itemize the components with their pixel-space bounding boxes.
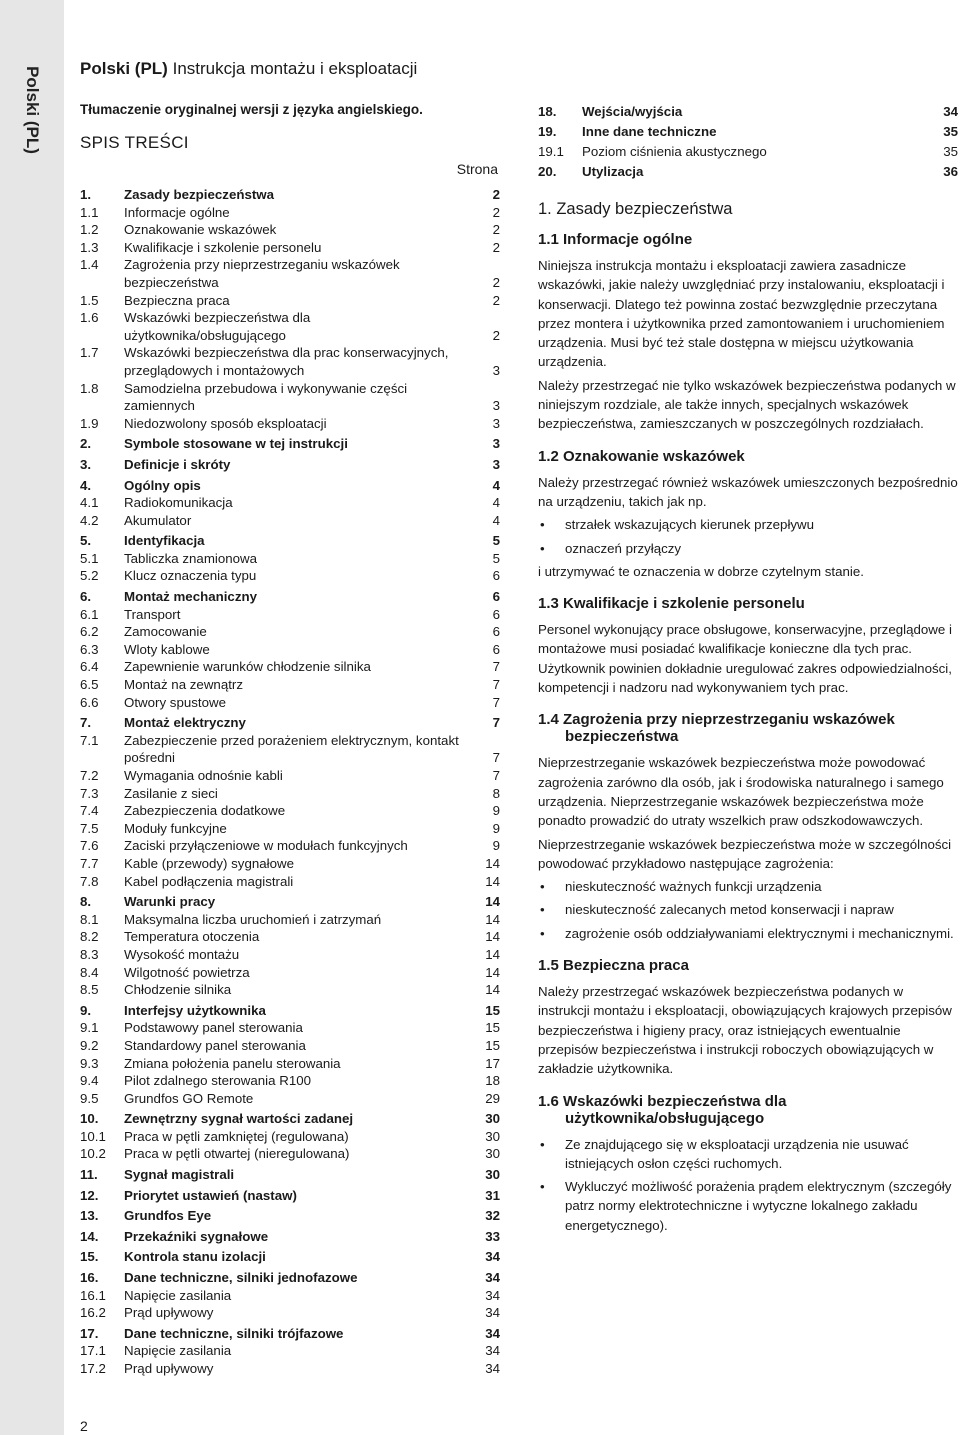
- toc-entry-page: 18: [485, 1073, 500, 1089]
- toc-entry-page: 7: [492, 659, 500, 675]
- toc-entry-number: 7.3: [80, 785, 99, 801]
- toc-entry-number: 7.: [80, 715, 92, 731]
- toc-entry-number: 1.5: [80, 292, 99, 308]
- toc-entry-number: 7.5: [80, 820, 99, 836]
- toc-entry-page: 30: [485, 1146, 500, 1162]
- document-title-rest: Instrukcja montażu i eksploatacji: [172, 59, 418, 78]
- bullet-list: [538, 877, 958, 943]
- toc-entry-page: 34: [485, 1343, 500, 1359]
- toc-entry-page: 7: [492, 677, 500, 693]
- toc-entry-page: 34: [485, 1287, 500, 1303]
- toc-entry: [80, 1287, 500, 1305]
- language-side-tab: [0, 0, 64, 1435]
- toc-entry-page: 5: [492, 533, 500, 549]
- toc-entry: [80, 1304, 500, 1322]
- toc-entry: [80, 893, 500, 911]
- toc-entry-title: Wysokość montażu: [124, 946, 240, 962]
- section-1-1-heading: 1.1 Informacje ogólne: [538, 231, 693, 248]
- paragraph: Personel wykonujący prace obsługowe, konserwacyjne, przeglądowe i montażowe musi posiadać kwalifikacje konieczne dla tych prac. Użytkownik powinien dokładnie uregulować zakres odpowiedzialności, kompetencji i nadzoru nad wykonywaniem tych prac.: [538, 622, 952, 696]
- toc-entry-page: 15: [485, 1020, 500, 1036]
- toc-entry-number: 4.2: [80, 512, 99, 528]
- toc-entry-title: Informacje ogólne: [124, 204, 230, 220]
- toc-entry: [80, 658, 500, 676]
- toc-entry-number: 1.4: [80, 257, 99, 273]
- toc-entry-page: 14: [485, 982, 500, 998]
- toc-entry-number: 1.6: [80, 310, 99, 326]
- paragraph: i utrzymywać te oznaczenia w dobrze czytelnym stanie.: [538, 563, 864, 579]
- toc-entry-title: Sygnał magistrali: [124, 1167, 235, 1183]
- toc-entry: [538, 102, 958, 122]
- toc-entry: [80, 676, 500, 694]
- toc-entry-number: 1.7: [80, 345, 99, 361]
- toc-entry: [80, 456, 500, 474]
- toc-entry-number: 8.5: [80, 982, 99, 998]
- toc-entry-title: Chłodzenie silnika: [124, 982, 232, 998]
- toc-entry-page: 2: [492, 239, 500, 255]
- toc-entry-page: 14: [485, 929, 500, 945]
- toc-entry-page: 7: [492, 768, 500, 783]
- toc-entry-number: 6.5: [80, 677, 99, 693]
- toc-entry-title: Wilgotność powietrza: [124, 964, 250, 980]
- toc-entry-title: Montaż na zewnątrz: [124, 677, 243, 693]
- toc-entry-page: 35: [943, 144, 958, 159]
- toc-entry-number: 10.1: [80, 1128, 106, 1144]
- toc-title: SPIS TREŚCI: [80, 133, 189, 152]
- toc-entry: [80, 785, 500, 803]
- document-title-language: Polski (PL): [80, 59, 168, 78]
- toc-entry: [80, 239, 500, 257]
- toc-entry-number: 6.: [80, 589, 92, 605]
- toc-entry: [80, 477, 500, 495]
- toc-entry-page: 6: [492, 589, 500, 605]
- toc-entry-number: 6.6: [80, 694, 99, 710]
- toc-entry-page: 15: [485, 1037, 500, 1053]
- toc-entry: [80, 1325, 500, 1343]
- toc-entry: [80, 309, 500, 344]
- paragraph: Nieprzestrzeganie wskazówek bezpieczeństwa może powodować zagrożenia zarówno dla osób, jak i środowiska naturalnego i samego urządzenia. Nieprzestrzeganie wskazówek bezpieczeństwa może ponadto prowadzić do utraty wszelkich praw odszkodowawczych.: [538, 755, 944, 829]
- toc-entry-page: 34: [485, 1325, 500, 1341]
- toc-entry-number: 7.8: [80, 873, 99, 889]
- toc-entry: [80, 1128, 500, 1146]
- toc-entry-title: Montaż mechaniczny: [124, 589, 257, 605]
- toc-entry-page: 34: [943, 104, 958, 119]
- toc-entry-title: Radiokomunikacja: [124, 495, 233, 511]
- toc-entry-number: 11.: [80, 1167, 98, 1183]
- list-item: • oznaczeń przyłączy: [538, 539, 958, 558]
- toc-entry: [80, 1342, 500, 1360]
- toc-entry: [80, 1090, 500, 1108]
- toc-entry: [80, 964, 500, 982]
- toc-entry: [80, 820, 500, 838]
- toc-entry: [80, 802, 500, 820]
- toc-entry-title: Identyfikacja: [124, 533, 205, 549]
- toc-entry-page: 30: [485, 1167, 500, 1183]
- section-1-6-heading: 1.6 Wskazówki bezpieczeństwa dla użytkownika/obsługującego: [538, 1092, 787, 1127]
- toc-entry-number: 16.2: [80, 1305, 106, 1321]
- toc-entry-title: Wloty kablowe: [124, 641, 210, 657]
- toc-entry-title: Bezpieczna praca: [124, 292, 230, 308]
- toc-entry-number: 8.3: [80, 946, 99, 962]
- toc-entry-number: 4.1: [80, 495, 99, 511]
- toc-entry-number: 16.1: [80, 1287, 106, 1303]
- toc-entry-page: 34: [485, 1270, 500, 1286]
- toc-entry-number: 8.4: [80, 964, 99, 980]
- toc-entry-number: 7.2: [80, 768, 99, 783]
- toc-entry-title: Akumulator: [124, 512, 192, 528]
- section-1-4-heading: 1.4 Zagrożenia przy nieprzestrzeganiu wskazówek bezpieczeństwa: [538, 711, 895, 746]
- toc-entry-title: Napięcie zasilania: [124, 1287, 232, 1303]
- toc-entry-title: Zaciski przyłączeniowe w modułach funkcyjnych: [124, 838, 408, 854]
- toc-entry: [80, 550, 500, 568]
- list-item: • Ze znajdującego się w eksploatacji urządzenia nie usuwać istniejących osłon części ruchomych.: [538, 1135, 958, 1174]
- toc-entry: [80, 1269, 500, 1287]
- toc-entry-page: 3: [492, 362, 500, 378]
- toc-entry: [80, 1072, 500, 1090]
- toc-entry-number: 8.1: [80, 911, 99, 927]
- toc-entry-title: Praca w pętli zamkniętej (regulowana): [124, 1128, 349, 1144]
- toc-entry-page: 36: [943, 164, 958, 179]
- toc-entry-title: Utylizacja: [582, 164, 644, 179]
- toc-entry-number: 18.: [538, 104, 557, 119]
- toc-entry-number: 10.: [80, 1111, 99, 1127]
- toc-entry-title: Maksymalna liczba uruchomień i zatrzymań: [124, 911, 382, 927]
- toc-entry-page: 34: [485, 1249, 500, 1265]
- toc-entry-number: 10.2: [80, 1146, 106, 1162]
- toc-entry: [80, 435, 500, 453]
- toc-entry-page: 15: [485, 1002, 500, 1018]
- toc-entry-page: 29: [485, 1090, 500, 1106]
- toc-entry: [80, 946, 500, 964]
- toc-entry-title: Zabezpieczenie przed porażeniem elektrycznym, kontakt pośredni: [124, 732, 459, 766]
- toc-entry-number: 19.1: [538, 144, 564, 159]
- toc-entry-title: Zasady bezpieczeństwa: [124, 187, 275, 202]
- toc-entry-title: Samodzielna przebudowa i wykonywanie części zamiennych: [124, 380, 408, 414]
- toc-entry: [80, 1145, 500, 1163]
- toc-entry: [80, 1055, 500, 1073]
- translation-note: Tłumaczenie oryginalnej wersji z języka angielskiego.: [80, 102, 423, 117]
- toc-entry-number: 9.1: [80, 1020, 99, 1036]
- list-item: • Wykluczyć możliwość porażenia prądem elektrycznym (szczegóły patrz normy elektrotechniczne i wytyczne lokalnego zakładu energetycznego).: [538, 1177, 958, 1235]
- toc-entry-page: 14: [485, 946, 500, 962]
- toc-entry-title: Ogólny opis: [124, 477, 201, 493]
- toc-entry-page: 14: [485, 894, 500, 910]
- toc-entry: [80, 292, 500, 310]
- toc-entry-page: 3: [492, 415, 500, 431]
- toc-page-column-header: Strona: [456, 161, 498, 177]
- toc-entry-title: Poziom ciśnienia akustycznego: [582, 144, 767, 159]
- toc-entry-page: 2: [492, 187, 500, 202]
- toc-entry: [80, 855, 500, 873]
- toc-entry-page: 7: [492, 750, 500, 766]
- toc-entry-title: Moduły funkcyjne: [124, 820, 227, 836]
- toc-entry-number: 9.3: [80, 1055, 99, 1071]
- section-1-2-heading: 1.2 Oznakowanie wskazówek: [538, 447, 745, 465]
- toc-entry-number: 9.4: [80, 1073, 99, 1089]
- toc-entry-title: Otwory spustowe: [124, 694, 226, 710]
- toc-entry-number: 6.1: [80, 606, 99, 622]
- table-of-contents: [80, 186, 500, 1378]
- toc-entry-number: 20.: [538, 164, 557, 179]
- toc-entry: [80, 732, 500, 767]
- toc-entry-title: Pilot zdalnego sterowania R100: [124, 1073, 312, 1089]
- toc-entry: [80, 606, 500, 624]
- toc-entry-number: 1.1: [80, 204, 99, 220]
- toc-entry: [80, 256, 500, 291]
- toc-entry: [80, 494, 500, 512]
- toc-entry-page: 33: [485, 1228, 500, 1244]
- paragraph: Należy przestrzegać wskazówek bezpieczeństwa podanych w instrukcji montażu i eksploatacji, obowiązujących krajowych przepisów bezpieczeństwa i higieny pracy, oraz istniejących ewentualnie przepisów bezpieczeństwa i instrukcji roboczych obowiązujących w zakładzie użytkownika.: [538, 984, 952, 1077]
- toc-entry-title: Inne dane techniczne: [582, 124, 717, 139]
- side-tab-label: Polski (PL): [23, 66, 43, 154]
- toc-entry-number: 9.: [80, 1002, 92, 1018]
- toc-entry-page: 3: [492, 456, 500, 472]
- list-item: • zagrożenie osób oddziaływaniami elektrycznymi i mechanicznymi.: [538, 924, 958, 943]
- toc-entry-number: 6.2: [80, 624, 99, 640]
- toc-entry-number: 14.: [80, 1228, 99, 1244]
- toc-entry-title: Zapewnienie warunków chłodzenie silnika: [124, 659, 371, 675]
- toc-entry: [80, 981, 500, 999]
- toc-entry-title: Kwalifikacje i szkolenie personelu: [124, 239, 322, 255]
- toc-entry: [80, 1110, 500, 1128]
- toc-entry: [80, 694, 500, 712]
- section-1-heading: 1. Zasady bezpieczeństwa: [538, 200, 733, 218]
- toc-entry: [80, 532, 500, 550]
- table-of-contents-continued: [538, 102, 958, 182]
- paragraph: Niniejsza instrukcja montażu i eksploatacji zawiera zasadnicze wskazówki, jakie należy uwzględniać przy instalowaniu, eksploatacji i konserwacji. Dlatego też powinna zostać bezwzględnie przeczytana przez montera i użytkownika przed zamontowaniem i uruchomieniem urządzenia. Musi być też stale dostępna w miejscu użytkowania urządzenia.: [538, 258, 945, 370]
- paragraph: Należy przestrzegać nie tylko wskazówek bezpieczeństwa podanych w niniejszym rozdziale, ale także innych, specjalnych wskazówek bezpieczeństwa, zamieszczanych w poszczególnych rozdziałach.: [538, 377, 956, 432]
- toc-entry-number: 9.5: [80, 1090, 99, 1106]
- toc-entry-title: Zasilanie z sieci: [124, 785, 218, 801]
- toc-entry-number: 17.: [80, 1325, 99, 1341]
- toc-entry-page: 14: [485, 964, 500, 980]
- toc-entry: [80, 415, 500, 433]
- toc-entry-page: 30: [485, 1128, 500, 1144]
- toc-entry-title: Dane techniczne, silniki trójfazowe: [124, 1325, 344, 1341]
- toc-entry-page: 2: [492, 292, 500, 308]
- toc-entry-number: 17.1: [80, 1343, 106, 1359]
- toc-entry-title: Wskazówki bezpieczeństwa dla użytkownika/obsługującego: [124, 310, 311, 343]
- section-1-3-heading: 1.3 Kwalifikacje i szkolenie personelu: [538, 595, 805, 613]
- toc-entry-page: 30: [485, 1111, 500, 1127]
- toc-entry-title: Przekaźniki sygnałowe: [124, 1228, 269, 1244]
- toc-entry-number: 7.6: [80, 838, 99, 854]
- toc-entry-title: Zagrożenia przy nieprzestrzeganiu wskazówek bezpieczeństwa: [124, 257, 400, 290]
- toc-entry-title: Transport: [124, 606, 181, 622]
- list-item: • nieskuteczność ważnych funkcji urządzenia: [538, 877, 958, 896]
- toc-entry: [80, 837, 500, 855]
- toc-entry-title: Oznakowanie wskazówek: [124, 222, 277, 238]
- toc-entry: [80, 1187, 500, 1205]
- toc-entry-page: 35: [943, 124, 958, 139]
- toc-entry-title: Temperatura otoczenia: [124, 929, 260, 945]
- toc-entry-title: Prąd upływowy: [124, 1361, 214, 1376]
- toc-entry-number: 1.9: [80, 415, 99, 431]
- toc-entry-title: Warunki pracy: [124, 894, 216, 910]
- toc-entry-page: 9: [492, 838, 500, 854]
- list-item: • nieskuteczność zalecanych metod konserwacji i napraw: [538, 900, 958, 919]
- toc-entry-title: Kontrola stanu izolacji: [124, 1249, 266, 1265]
- toc-entry-title: Zamocowanie: [124, 624, 207, 640]
- toc-entry-number: 5.: [80, 533, 92, 549]
- toc-entry-number: 19.: [538, 124, 557, 139]
- toc-entry: [80, 928, 500, 946]
- toc-entry: [80, 1228, 500, 1246]
- toc-entry-title: Podstawowy panel sterowania: [124, 1020, 303, 1036]
- toc-entry-title: Definicje i skróty: [124, 456, 231, 472]
- toc-entry-page: 2: [492, 274, 500, 290]
- toc-entry-page: 6: [492, 624, 500, 640]
- paragraph: Należy przestrzegać również wskazówek umieszczonych bezpośrednio na urządzeniu, takich jak np.: [538, 474, 958, 509]
- toc-entry-title: Kable (przewody) sygnałowe: [124, 855, 294, 871]
- toc-entry-number: 7.1: [80, 732, 99, 748]
- toc-entry: [80, 380, 500, 415]
- toc-entry: [80, 873, 500, 891]
- toc-entry-title: Tabliczka znamionowa: [124, 550, 258, 566]
- toc-entry-page: 17: [485, 1055, 500, 1071]
- toc-entry-number: 17.2: [80, 1361, 106, 1376]
- toc-entry-title: Standardowy panel sterowania: [124, 1037, 306, 1053]
- toc-entry-title: Napięcie zasilania: [124, 1343, 232, 1359]
- toc-entry-page: 4: [492, 495, 500, 511]
- toc-entry-title: Interfejsy użytkownika: [124, 1002, 266, 1018]
- toc-entry-page: 6: [492, 568, 500, 584]
- toc-entry-title: Klucz oznaczenia typu: [124, 568, 257, 584]
- toc-entry-number: 8.: [80, 894, 92, 910]
- toc-entry: [80, 1019, 500, 1037]
- toc-entry: [80, 204, 500, 222]
- toc-entry-title: Praca w pętli otwartej (nieregulowana): [124, 1146, 350, 1162]
- toc-entry-title: Grundfos GO Remote: [124, 1090, 254, 1106]
- toc-entry-page: 7: [492, 715, 500, 731]
- toc-entry-number: 6.3: [80, 641, 99, 657]
- toc-entry-title: Wejścia/wyjścia: [582, 104, 683, 119]
- toc-entry-number: 7.4: [80, 803, 99, 819]
- toc-entry-number: 8.2: [80, 929, 99, 945]
- toc-entry-page: 34: [485, 1361, 500, 1376]
- toc-entry: [80, 1207, 500, 1225]
- toc-entry-page: 14: [485, 855, 500, 871]
- toc-entry-number: 2.: [80, 436, 92, 452]
- toc-entry-page: 14: [485, 873, 500, 889]
- toc-entry-number: 6.4: [80, 659, 99, 675]
- toc-entry: [80, 1002, 500, 1020]
- paragraph: Nieprzestrzeganie wskazówek bezpieczeństwa może w szczególności powodować przykładowo następujące zagrożenia:: [538, 836, 952, 871]
- toc-entry-page: 14: [485, 911, 500, 927]
- toc-entry: [80, 588, 500, 606]
- toc-entry-page: 3: [492, 398, 500, 414]
- toc-entry-page: 8: [492, 785, 500, 801]
- toc-entry: [80, 623, 500, 641]
- toc-entry: [80, 1037, 500, 1055]
- toc-entry-title: Wskazówki bezpieczeństwa dla prac konserwacyjnych, przeglądowych i montażowych: [124, 345, 449, 378]
- toc-entry-number: 1.8: [80, 380, 99, 396]
- toc-entry-title: Wymagania odnośnie kabli: [124, 768, 283, 783]
- toc-entry-page: 31: [485, 1187, 500, 1203]
- toc-entry-page: 32: [485, 1208, 500, 1224]
- toc-entry-title: Kabel podłączenia magistrali: [124, 873, 294, 889]
- bullet-list: [538, 515, 958, 558]
- toc-entry: [80, 911, 500, 929]
- toc-entry: [80, 221, 500, 239]
- toc-entry-title: Symbole stosowane w tej instrukcji: [124, 436, 348, 452]
- toc-entry: [538, 142, 958, 162]
- toc-entry-number: 1.2: [80, 222, 99, 238]
- toc-entry: [80, 186, 500, 204]
- toc-entry-number: 7.7: [80, 855, 99, 871]
- toc-entry: [80, 1360, 500, 1378]
- toc-entry-number: 13.: [80, 1208, 99, 1224]
- page-number: 2: [80, 1418, 88, 1434]
- toc-entry-page: 2: [492, 204, 500, 220]
- toc-entry: [80, 714, 500, 732]
- toc-entry: [80, 1248, 500, 1266]
- list-item: • strzałek wskazujących kierunek przepływu: [538, 515, 958, 534]
- section-1-5-heading: 1.5 Bezpieczna praca: [538, 957, 689, 975]
- toc-entry-page: 6: [492, 606, 500, 622]
- toc-entry: [80, 567, 500, 585]
- toc-entry: [80, 344, 500, 379]
- toc-entry: [80, 641, 500, 659]
- toc-entry-title: Grundfos Eye: [124, 1208, 212, 1224]
- toc-entry-title: Zewnętrzny sygnał wartości zadanej: [124, 1111, 354, 1127]
- toc-entry-title: Priorytet ustawień (nastaw): [124, 1187, 297, 1203]
- toc-entry: [538, 122, 958, 142]
- toc-entry-number: 1.: [80, 187, 92, 202]
- toc-entry-page: 4: [492, 512, 500, 528]
- toc-entry-page: 3: [492, 436, 500, 452]
- toc-entry: [80, 512, 500, 530]
- toc-entry-page: 6: [492, 641, 500, 657]
- toc-entry-number: 9.2: [80, 1037, 99, 1053]
- toc-entry-number: 4.: [80, 477, 92, 493]
- toc-entry-title: Dane techniczne, silniki jednofazowe: [124, 1270, 358, 1286]
- toc-entry-page: 4: [492, 477, 500, 493]
- toc-entry-title: Niedozwolony sposób eksploatacji: [124, 415, 327, 431]
- toc-entry-title: Zmiana położenia panelu sterowania: [124, 1055, 341, 1071]
- toc-entry-page: 5: [492, 550, 500, 566]
- bullet-list: [538, 1135, 958, 1235]
- toc-entry-number: 3.: [80, 456, 92, 472]
- toc-entry-title: Zabezpieczenia dodatkowe: [124, 803, 286, 819]
- toc-entry-number: 5.2: [80, 568, 99, 584]
- toc-entry-page: 9: [492, 820, 500, 836]
- toc-entry-title: Prąd upływowy: [124, 1305, 214, 1321]
- toc-entry-number: 5.1: [80, 550, 99, 566]
- toc-entry-number: 1.3: [80, 239, 99, 255]
- toc-entry-page: 2: [492, 327, 500, 343]
- toc-entry: [80, 767, 500, 785]
- toc-entry-page: 34: [485, 1305, 500, 1321]
- toc-entry: [80, 1166, 500, 1184]
- toc-entry-title: Montaż elektryczny: [124, 715, 246, 731]
- toc-entry-number: 16.: [80, 1270, 99, 1286]
- toc-entry: [538, 162, 958, 182]
- toc-entry-page: 7: [492, 694, 500, 710]
- toc-entry-number: 15.: [80, 1249, 99, 1265]
- toc-entry-number: 12.: [80, 1187, 99, 1203]
- document-title: [80, 59, 417, 79]
- toc-entry-page: 2: [492, 222, 500, 238]
- toc-entry-page: 9: [492, 803, 500, 819]
- right-column: [538, 102, 958, 1239]
